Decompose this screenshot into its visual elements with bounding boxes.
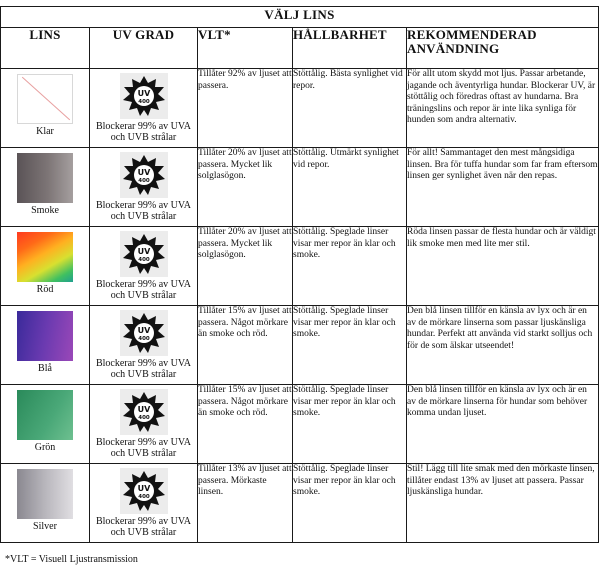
uv-badge-text-bottom: 400: [137, 99, 150, 105]
lens-name: Röd: [36, 284, 54, 295]
uv-cell: [90, 464, 198, 543]
lens-swatch-smoke: [17, 153, 73, 203]
svg-text:400: 400: [137, 336, 150, 342]
durability-cell: Stöttålig. Speglade linser visar mer repor än klar och smoke.: [293, 227, 407, 306]
table-row: [1, 69, 599, 148]
recommended-cell: För allt! Sammantaget den mest mångsidiga linsen. Bra för tuffa hundar som far fram eftersom linsen ger synlighet även när den repas.: [407, 148, 599, 227]
svg-text:UV: UV: [137, 168, 150, 177]
header-vlt: VLT*: [198, 28, 293, 69]
svg-text:UV: UV: [137, 247, 150, 256]
lens-cell: [1, 385, 90, 464]
table-title: VÄLJ LINS: [1, 7, 599, 28]
lens-name: Silver: [33, 521, 57, 532]
uv400-badge-icon: [120, 310, 168, 356]
svg-text:UV: UV: [137, 405, 150, 414]
uv400-badge-icon: [120, 73, 168, 119]
recommended-cell: För allt utom skydd mot ljus. Passar arbetande, jagande och äventyrliga hundar. Blockerar UV, är stöttålig och föredras oftast av hundarna. Bra träningslins och repor är inte lika synliga för hunden som andra alternativ.: [407, 69, 599, 148]
lens-name: Smoke: [31, 205, 59, 216]
recommended-cell: Röda linsen passar de flesta hundar och är väldigt lik smoke men med lite mer stil.: [407, 227, 599, 306]
vlt-cell: Tillåter 20% av ljuset att passera. Mycket lik solglasögon.: [198, 227, 293, 306]
durability-cell: Stöttålig. Utmärkt synlighet vid repor.: [293, 148, 407, 227]
lens-cell: [1, 306, 90, 385]
lens-cell: [1, 227, 90, 306]
header-lens: LINS: [1, 28, 90, 69]
uv-text: Blockerar 99% av UVA och UVB strålar: [95, 279, 192, 301]
uv-cell: [90, 148, 198, 227]
lens-swatch-rod: [17, 232, 73, 282]
footnote: *VLT = Visuell Ljustransmission: [5, 554, 138, 565]
recommended-cell: Den blå linsen tillför en känsla av lyx och är en av de mörkare linserna för hundar som behöver komma undan ljuset.: [407, 385, 599, 464]
vlt-cell: Tillåter 15% av ljuset att passera. Något mörkare än smoke och röd.: [198, 385, 293, 464]
durability-cell: Stöttålig. Speglade linser visar mer repor än klar och smoke.: [293, 306, 407, 385]
uv-text: Blockerar 99% av UVA och UVB strålar: [95, 437, 192, 459]
uv-text: Blockerar 99% av UVA och UVB strålar: [95, 516, 192, 538]
header-recommended: REKOMMENDERAD ANVÄNDNING: [407, 28, 599, 69]
table-row: [1, 464, 599, 543]
header-uv: UV GRAD: [90, 28, 198, 69]
vlt-cell: Tillåter 92% av ljuset att passera.: [198, 69, 293, 148]
uv400-badge-icon: [120, 389, 168, 435]
table-row: [1, 306, 599, 385]
svg-text:UV: UV: [137, 484, 150, 493]
vlt-cell: Tillåter 20% av ljuset att passera. Mycket lik solglasögon.: [198, 148, 293, 227]
uv-cell: [90, 306, 198, 385]
lens-table: [0, 6, 599, 543]
table-row: [1, 385, 599, 464]
recommended-cell: Den blå linsen tillför en känsla av lyx och är en av de mörkare linserna som passar ljuskänsliga hundar. Perfekt att använda vid starkt solljus och för de som älskar utseendet!: [407, 306, 599, 385]
lens-name: Klar: [36, 126, 54, 137]
header-durability: HÅLLBARHET: [293, 28, 407, 69]
svg-text:400: 400: [137, 257, 150, 263]
vlt-cell: Tillåter 15% av ljuset att passera. Något mörkare än smoke och röd.: [198, 306, 293, 385]
uv-text: Blockerar 99% av UVA och UVB strålar: [95, 200, 192, 222]
uv-cell: [90, 227, 198, 306]
lens-swatch-bla: [17, 311, 73, 361]
lens-name: Blå: [38, 363, 52, 374]
uv-cell: [90, 385, 198, 464]
uv400-badge-icon: [120, 231, 168, 277]
svg-text:UV: UV: [137, 326, 150, 335]
lens-name: Grön: [34, 442, 56, 453]
lens-cell: [1, 148, 90, 227]
svg-text:400: 400: [137, 178, 150, 184]
uv-text: Blockerar 99% av UVA och UVB strålar: [95, 358, 192, 380]
lens-swatch-silver: [17, 469, 73, 519]
recommended-cell: Stil! Lägg till lite smak med den mörkaste linsen, tillåter endast 13% av ljuset att passera. Passar ljuskänsliga hundar.: [407, 464, 599, 543]
lens-swatch-gron: [17, 390, 73, 440]
vlt-cell: Tillåter 13% av ljuset att passera. Mörkaste linsen.: [198, 464, 293, 543]
svg-text:400: 400: [137, 415, 150, 421]
lens-cell: [1, 69, 90, 148]
table-row: [1, 148, 599, 227]
durability-cell: Stöttålig. Speglade linser visar mer repor än klar och smoke.: [293, 385, 407, 464]
uv400-badge-icon: [120, 468, 168, 514]
lens-swatch-klar: [17, 74, 73, 124]
title-row: [1, 7, 599, 28]
lens-cell: [1, 464, 90, 543]
durability-cell: Stöttålig. Speglade linser visar mer repor än klar och smoke.: [293, 464, 407, 543]
durability-cell: Stöttålig. Bästa synlighet vid repor.: [293, 69, 407, 148]
table-row: [1, 227, 599, 306]
uv-cell: [90, 69, 198, 148]
uv-badge-text-top: UV: [137, 89, 150, 98]
header-row: [1, 28, 599, 69]
svg-text:400: 400: [137, 494, 150, 500]
uv-text: Blockerar 99% av UVA och UVB strålar: [95, 121, 192, 143]
uv400-badge-icon: [120, 152, 168, 198]
